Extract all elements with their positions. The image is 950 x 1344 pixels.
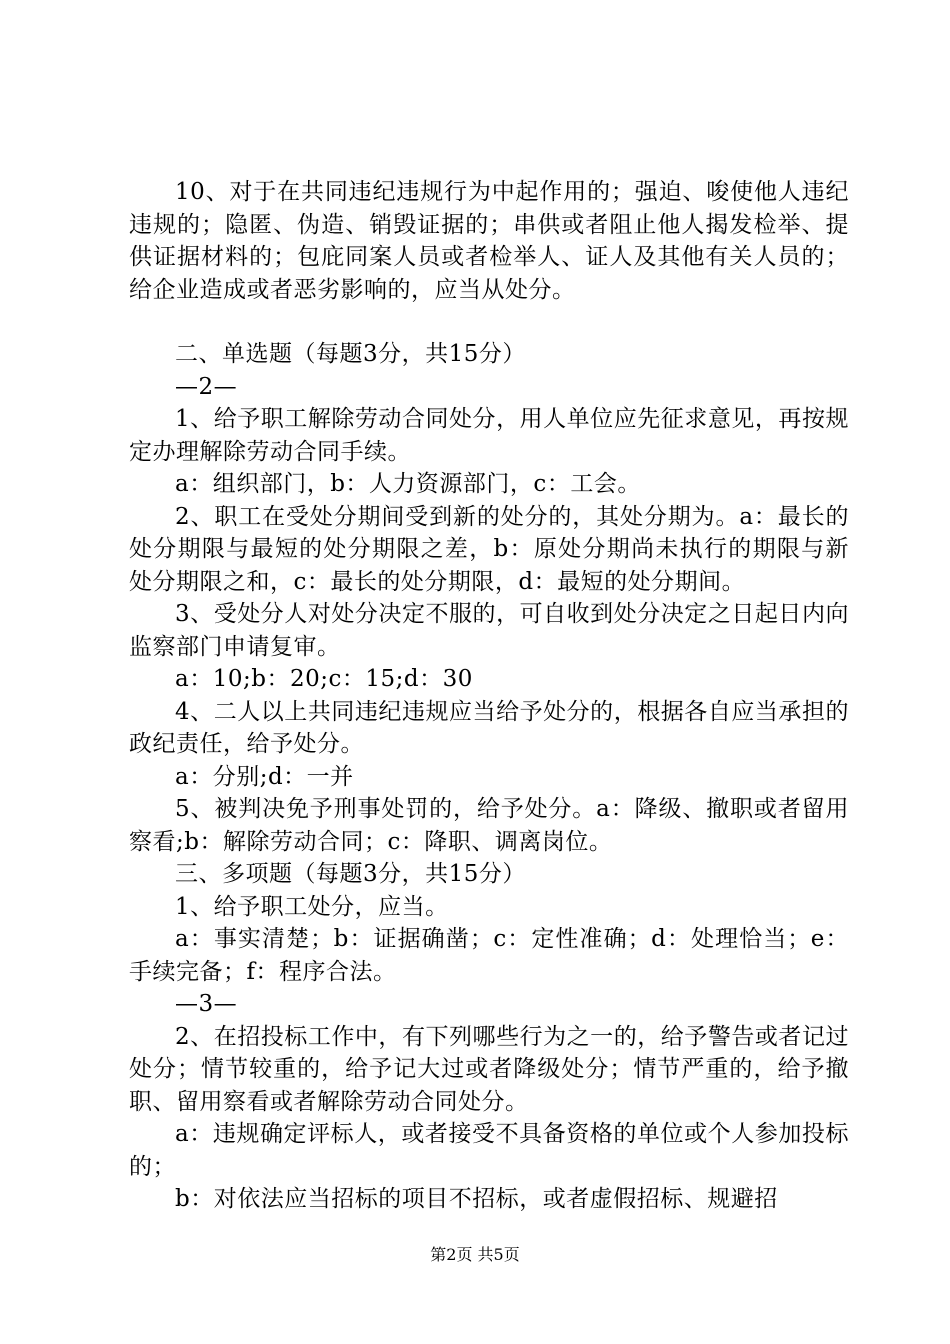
question-options: a：分别;d：一并 <box>175 763 354 790</box>
question-options: b：对依法应当招标的项目不招标，或者虚假招标、规避招 <box>175 1186 778 1212</box>
document-body <box>129 176 849 1216</box>
page-marker: —2— <box>175 373 238 400</box>
question-options: a：10;b：20;c：15;d：30 <box>175 666 473 692</box>
question-text: 5、被判决免予刑事处罚的，给予处分。a：降级、撤职或者留用察看;b：解除劳动合同；c：降职、调离岗位。 <box>129 796 849 855</box>
paragraph-item-10: 10、对于在共同违纪违规行为中起作用的；强迫、唆使他人违纪违规的；隐匿、伪造、销毁证据的；串供或者阻止他人揭发检举、提供证据材料的；包庇同案人员或者检举人、证人及其他有关人员的；给企业造成或者恶劣影响的，应当从处分。 <box>129 179 849 303</box>
page-marker: —3— <box>175 991 238 1017</box>
section-heading-multiple-choice: 三、多项题（每题3分，共15分） <box>175 861 526 887</box>
question-options: a：违规确定评标人，或者接受不具备资格的单位或个人参加投标的； <box>129 1121 849 1180</box>
section-heading-single-choice: 二、单选题（每题3分，共15分） <box>175 341 526 367</box>
question-text: 4、二人以上共同违纪违规应当给予处分的，根据各自应当承担的政纪责任，给予处分。 <box>129 698 849 757</box>
question-options: a：事实清楚；b：证据确凿；c：定性准确；d：处理恰当；e：手续完备；f：程序合法。 <box>129 926 849 985</box>
question-text: 2、在招投标工作中，有下列哪些行为之一的，给予警告或者记过处分；情节较重的，给予记大过或者降级处分；情节严重的，给予撤职、留用察看或者解除劳动合同处分。 <box>129 1023 849 1115</box>
question-text: 1、给予职工解除劳动合同处分，用人单位应先征求意见，再按规定办理解除劳动合同手续。 <box>129 406 849 465</box>
question-text: 1、给予职工处分，应当。 <box>175 893 449 920</box>
question-options: a：组织部门，b：人力资源部门，c：工会。 <box>175 471 641 497</box>
page-footer: 第2页 共5页 <box>430 1245 520 1264</box>
question-text: 2、职工在受处分期间受到新的处分的，其处分期为。a：最长的处分期限与最短的处分期限之差，b：原处分期尚未执行的期限与新处分期限之和，c：最长的处分期限，d：最短的处分期间。 <box>129 503 849 595</box>
question-text: 3、受处分人对处分决定不服的，可自收到处分决定之日起日内向监察部门申请复审。 <box>129 601 849 660</box>
